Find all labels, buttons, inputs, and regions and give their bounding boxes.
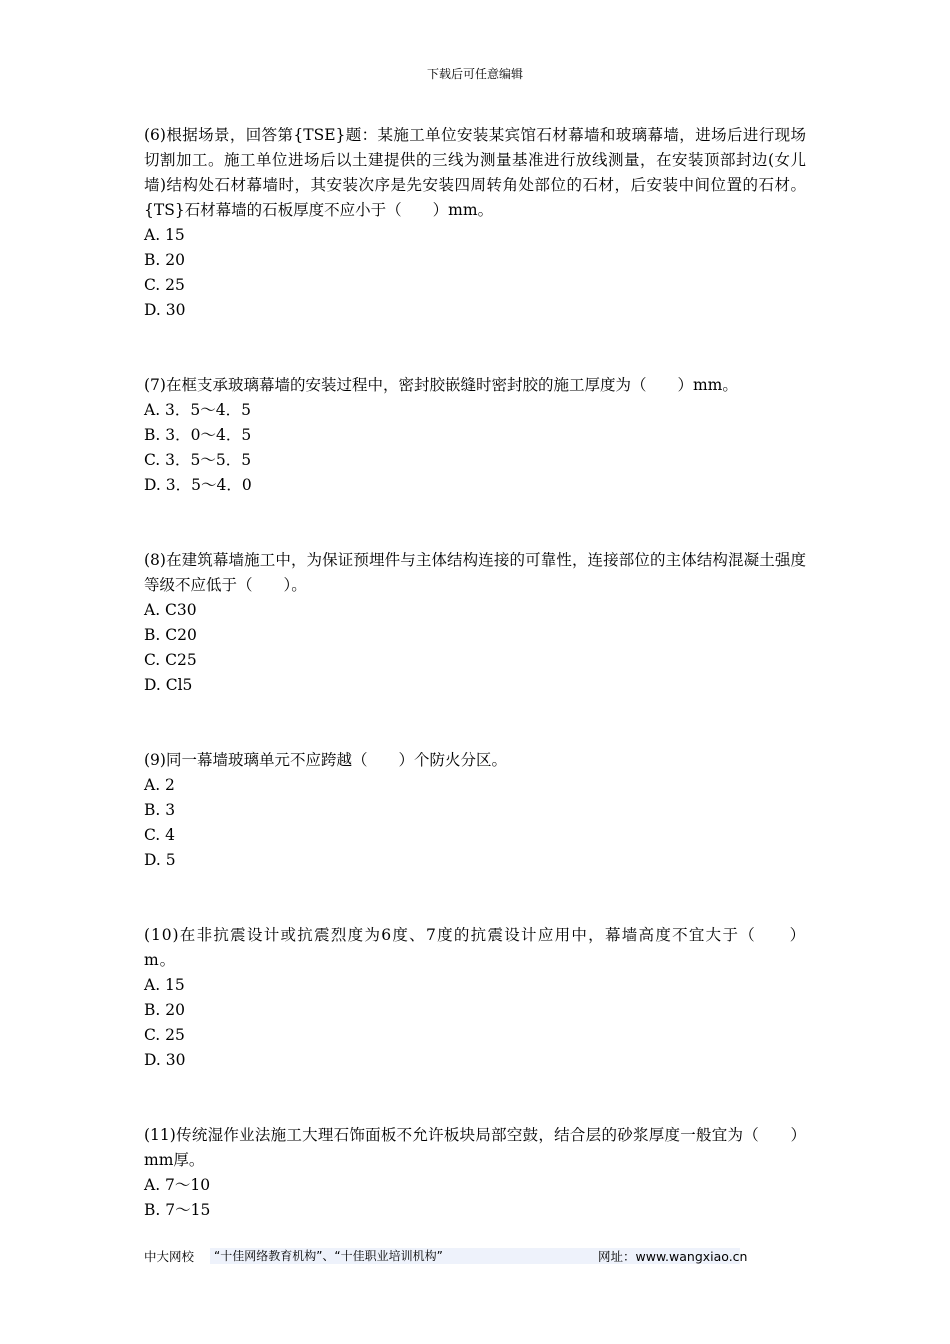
option-d: D. Cl5 bbox=[144, 676, 193, 694]
option-a: A. 2 bbox=[144, 776, 175, 794]
question-11 bbox=[144, 1123, 806, 1223]
question-8 bbox=[144, 548, 806, 698]
option-b: B. 3．0～4．5 bbox=[144, 426, 252, 444]
option-c: C. 25 bbox=[144, 1026, 185, 1044]
question-text: (7)在框支承玻璃幕墙的安装过程中，密封胶嵌缝时密封胶的施工厚度为（ ）mm。 bbox=[144, 376, 738, 394]
question-10 bbox=[144, 923, 806, 1073]
question-spacer bbox=[144, 1073, 806, 1123]
option-a: A. 3．5～4．5 bbox=[144, 401, 251, 419]
question-spacer bbox=[144, 698, 806, 748]
header-text: 下载后可任意编辑 bbox=[426, 67, 523, 81]
option-b: B. 7～15 bbox=[144, 1201, 211, 1219]
question-7 bbox=[144, 373, 806, 498]
option-a: A. 15 bbox=[144, 976, 185, 994]
option-c: C. 3．5～5．5 bbox=[144, 451, 252, 469]
option-c: C. 4 bbox=[144, 826, 176, 844]
option-b: B. 20 bbox=[144, 1001, 185, 1019]
question-text: (11)传统湿作业法施工大理石饰面板不允许板块局部空鼓，结合层的砂浆厚度一般宜为（ ）mm厚。 bbox=[144, 1126, 806, 1169]
footer-website[interactable] bbox=[598, 1248, 747, 1266]
question-spacer bbox=[144, 873, 806, 923]
option-c: C. C25 bbox=[144, 651, 197, 669]
question-spacer bbox=[144, 323, 806, 373]
option-a: A. 7～10 bbox=[144, 1176, 211, 1194]
option-d: D. 30 bbox=[144, 301, 186, 319]
option-a: A. 15 bbox=[144, 226, 185, 244]
option-b: B. 3 bbox=[144, 801, 176, 819]
question-spacer bbox=[144, 498, 806, 548]
footer-school-name: 中大网校 bbox=[144, 1249, 195, 1264]
option-d: D. 30 bbox=[144, 1051, 186, 1069]
option-d: D. 5 bbox=[144, 851, 176, 869]
question-text: (8)在建筑幕墙施工中，为保证预埋件与主体结构连接的可靠性，连接部位的主体结构混凝土强度等级不应低于（ ）。 bbox=[144, 551, 806, 594]
question-list bbox=[144, 123, 806, 1223]
option-b: B. 20 bbox=[144, 251, 185, 269]
question-9 bbox=[144, 748, 806, 873]
question-text: (6)根据场景，回答第{TSE}题：某施工单位安装某宾馆石材幕墙和玻璃幕墙，进场后进行现场切割加工。施工单位进场后以土建提供的三线为测量基准进行放线测量，在安装顶部封边(女儿墙)结构处石材幕墙时，其安装次序是先安装四周转角处部位的石材，后安装中间位置的石材。{TS}石材幕墙的石板厚度不应小于（ ）mm。 bbox=[144, 126, 806, 219]
option-b: B. C20 bbox=[144, 626, 197, 644]
option-c: C. 25 bbox=[144, 276, 185, 294]
option-a: A. C30 bbox=[144, 601, 197, 619]
question-text: (9)同一幕墙玻璃单元不应跨越（ ）个防火分区。 bbox=[144, 751, 507, 769]
option-d: D. 3．5～4．0 bbox=[144, 476, 252, 494]
page-header bbox=[0, 66, 950, 82]
question-text: (10)在非抗震设计或抗震烈度为6度、7度的抗震设计应用中，幕墙高度不宜大于（ ）m。 bbox=[144, 926, 806, 969]
question-6 bbox=[144, 123, 806, 323]
footer-slogan: “十佳网络教育机构”、“十佳职业培训机构” bbox=[210, 1248, 740, 1264]
footer-site-url[interactable]: www.wangxiao.cn bbox=[635, 1249, 748, 1264]
footer-site-label: 网址： bbox=[598, 1249, 636, 1264]
page-footer bbox=[144, 1248, 806, 1266]
